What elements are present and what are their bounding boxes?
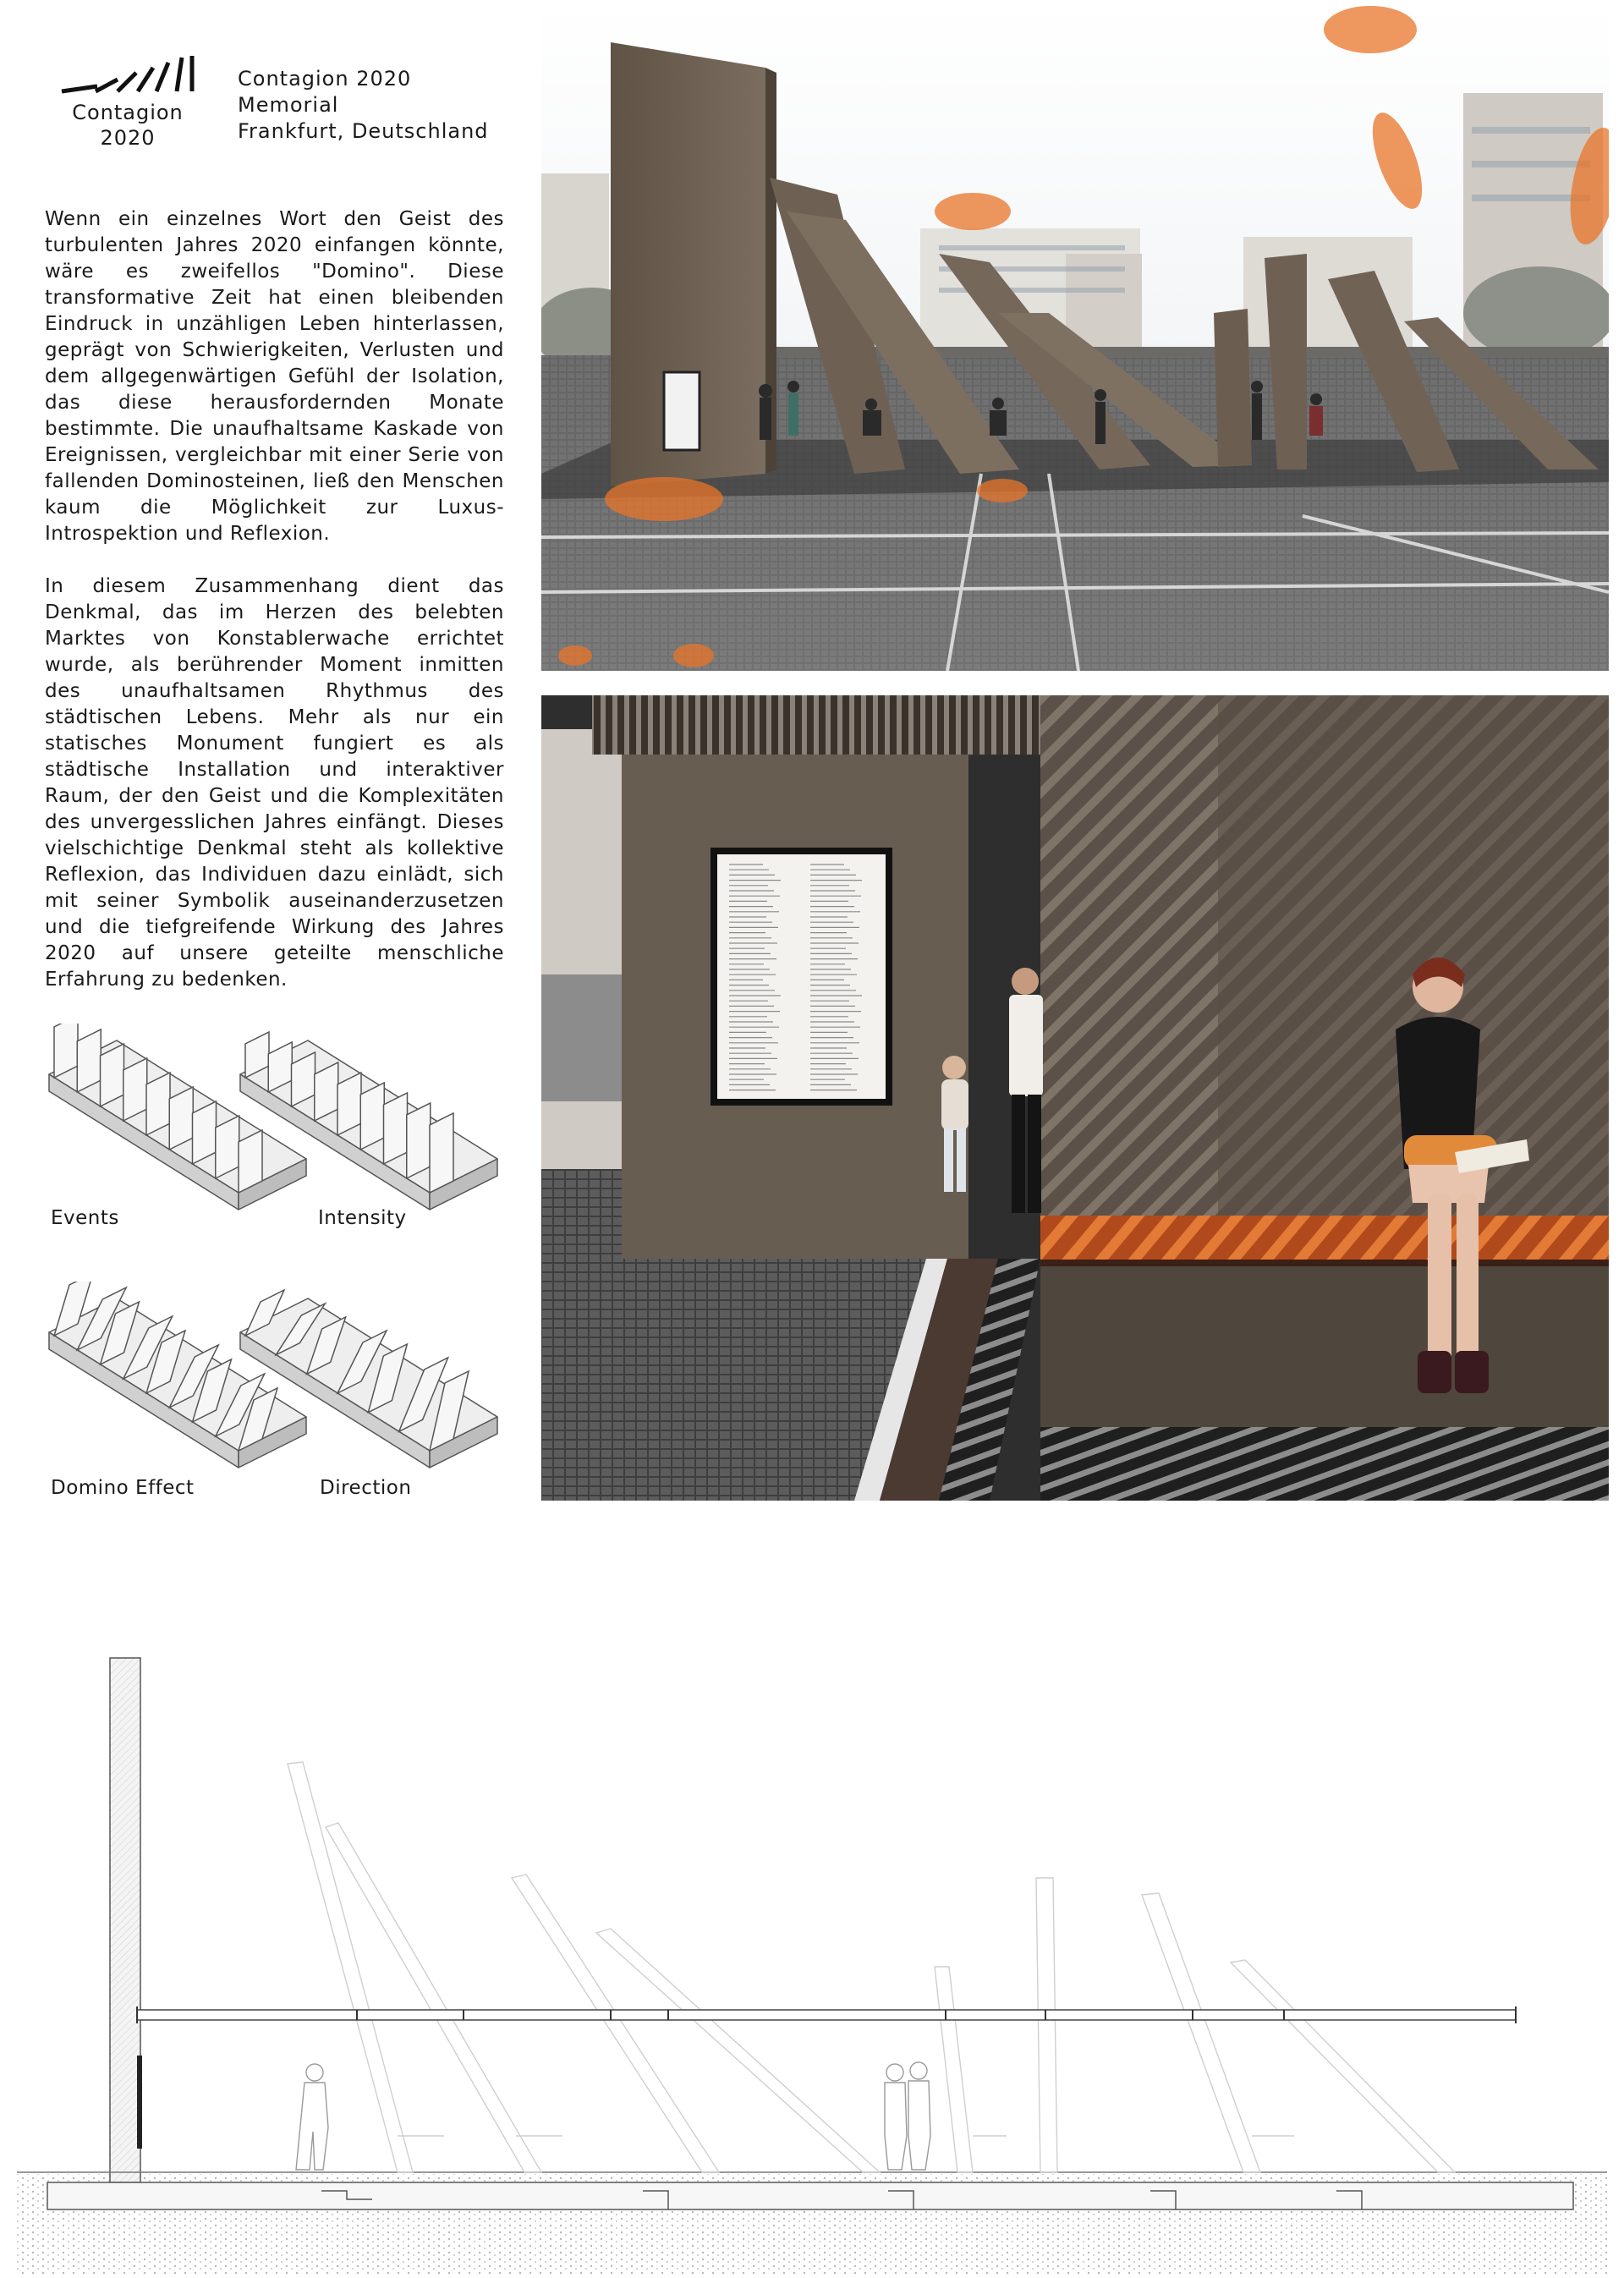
diagram-panel <box>430 1113 453 1193</box>
diagram-panel <box>193 1101 217 1164</box>
plaza-exterior-render <box>541 0 1609 671</box>
logo-title: Contagion <box>72 101 184 124</box>
description-paragraph-2: In diesem Zusammenhang dient das Denkmal, das im Herzen des belebten Marktes von Konstablerwache errichtet wurde, als berührender Moment inmitten des unaufhaltsamen Rhythmus des städtischen Lebens. Mehr als nur ein statisches Monument fungiert es als städtische Installation und interaktiver Raum, der den Geist und die Komplexitäten des unvergesslichen Jahres einfängt. Dieses vielschichtige Denkmal steht als kollektive Reflexion, das Individuen dazu einlädt, sich mit seiner Symbolik auseinanderzusetzen und die tiefgreifende Wirkung des Jahres 2020 auf unsere geteilte menschliche Erfahrung zu bedenken. <box>45 575 504 991</box>
project-description <box>45 206 504 1019</box>
diagram-panel <box>123 1058 147 1121</box>
description-paragraph-1: Wenn ein einzelnes Wort den Geist des turbulenten Jahres 2020 einfangen könnte, wäre es zweifellos "Domino". Diese transformative Zeit hat einen bleibenden Eindruck in unzähligen Leben hinterlassen, geprägt von Schwierigkeiten, Verlusten und dem allgegenwärtigen Gefühl der Isolation, das diese herausfordernden Monate bestimmte. Die unaufhaltsame Kaskade von Ereignissen, vergleichbar mit einer Serie von fallenden Dominosteinen, ließ den Menschen kaum die Möglichkeit zur Luxus-Introspektion und Reflexion. <box>45 208 504 545</box>
logo-year: 2020 <box>100 126 156 150</box>
diagram-panel <box>407 1103 431 1178</box>
events-label: Events <box>51 1207 119 1229</box>
project-location: Frankfurt, Deutschland <box>238 119 489 143</box>
project-logo <box>49 52 206 151</box>
domino-effect-label: Domino Effect <box>51 1477 195 1499</box>
diagram-panel <box>101 1044 124 1106</box>
project-meta <box>238 66 489 145</box>
project-title: Contagion 2020 <box>238 67 412 91</box>
diagram-panel <box>169 1087 193 1150</box>
diagram-panel <box>360 1083 384 1150</box>
diagram-panel <box>337 1073 361 1135</box>
falling-bars-logo-icon <box>58 52 197 100</box>
direction-label: Direction <box>320 1477 412 1499</box>
diagram-panel <box>77 1029 101 1092</box>
direction-diagram <box>235 1282 506 1501</box>
bench-interior-render <box>541 695 1609 1501</box>
diagram-panel <box>384 1093 408 1164</box>
project-type: Memorial <box>238 93 339 117</box>
diagram-panel <box>146 1073 170 1135</box>
section-drawing <box>0 1641 1624 2275</box>
intensity-label: Intensity <box>318 1207 407 1229</box>
